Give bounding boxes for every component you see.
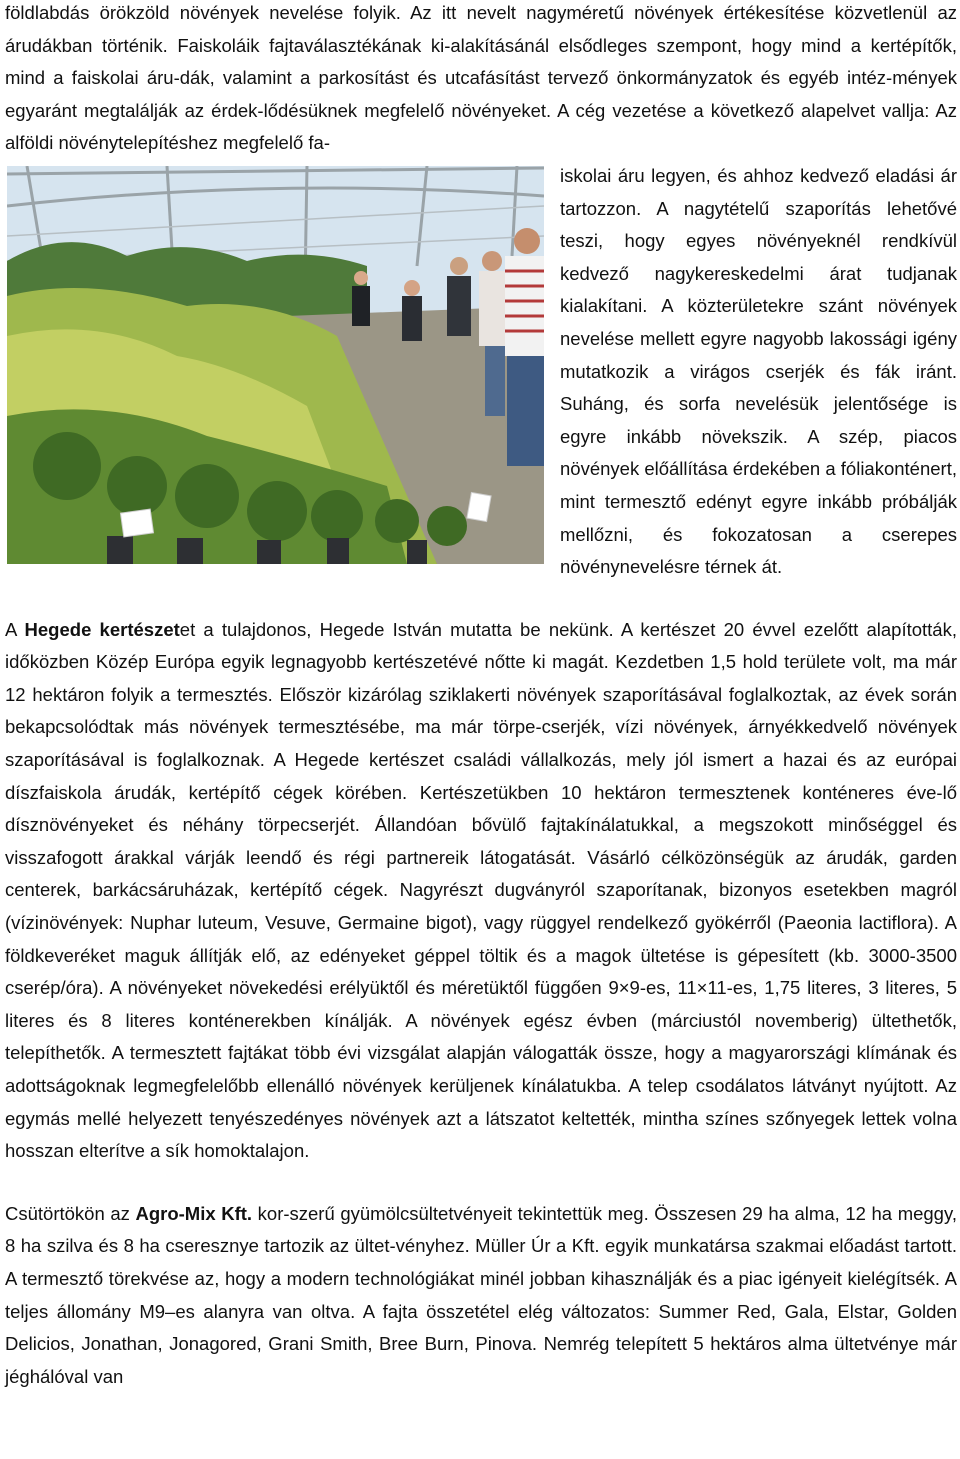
paragraph-agro-mix-text: kor-szerű gyümölcsültetvényeit tekintettük meg. Összesen 29 ha alma, 12 ha meggy, 8 ha szilva és 8 ha cseresznye tartozik az ültet-vényhez. Müller Úr a Kft. egyik munkatársa szakmai előadást tartott. A termesztő törekvése az, hogy a modern technológiákat minél jobban kihasználják és a piac igényeit kielégítsék. A teljes állomány M9–es alanyra van oltva. A fajta összetétel elég változatos: Summer Red, Gala, Elstar, Golden Delicios, Jonathan, Jonagored, Grani Smith, Bree Burn, Pinova. Nemrég telepített 5 hektáros alma ültetvénye már jéghálóval van [5,1202,957,1387]
hegede-kerteszet-name: Hegede kertészet [24,618,180,640]
paragraph-nursery-intro-wrap-text: iskolai áru legyen, és ahhoz kedvező eladási ár tartozzon. A nagytételű szaporítás lehetővé teszi, hogy egyes növényeknél rendkívül kedvező nagykereskedelmi árat tudjanak kialakítani. A közterületekre szánt növények nevelése mellett egyre nagyobb lakossági igény mutatkozik a virágos cserjék és fák iránt. Suháng, és sorfa nevelésük jelentősége is egyre inkább növekszik. A szép, piacos növények előállítása érdekében a fóliakonténert, mint termesztő edényt egyre inkább próbálják mellőzni, és fokozatosan a cserepes növénynevelésre térnek át. [560,164,957,578]
paragraph-hegede-text: et a tulajdonos, Hegede István mutatta be nekünk. A kertészet 20 évvel ezelőtt alapították, időközben Közép Európa egyik legnagyobb kertészetévé nőtte ki magát. Kezdetben 1,5 hold területe volt, ma már 12 hektáron folyik a termesztés. Először kizárólag sziklakerti növények szaporításával foglalkoztak, az évek során bekapcsolódtak más növények termesztésébe, ma már törpe-cserjék, vízi növények, árnyékkedvelő növények szaporításával is foglalkoznak. A Hegede kertészet családi vállalkozás, mely jól ismert a hazai és az európai díszfaiskola árudák, kertépítő cégek körében. Kertészetükben 10 hektáron termesztenek konténeres éve-lő dísznövényeket és néhány törpecserjét. Állandóan bővülő fajtakínálatukkal, a megszokott minőséggel és visszafogott árakkal várják leendő és régi partnereik látogatását. Vásárló célközönségük az árudák, garden centerek, barkácsáruházak, kertépítő cégek. Nagyrészt dugványról szaporítanak, bizonyos esetekben magról (vízinövények: Nuphar luteum, Vesuve, Germaine bigot), vagy rüggyel rendelkező gyökérről (Paeonia lactiflora). A földkeveréket maguk állítják elő, az edényeket géppel töltik és a magok ültetése is gépesített (kb. 3000-3500 cserép/óra). A növényeket növekedési erélyüktől és méretüktől függően 9×9-es, 11×11-es, 1,75 literes, 3 literes, 5 literes és 8 literes konténerekben kínálják. A növények egész évben (márciustól novemberig) ültethetők, telepíthetők. A termesztett fajtákat több évi vizsgálat alapján válogatták össze, hogy a magyarországi klímának és adottságoknak legmegfelelőbb ellenálló növények kerüljenek kínálatukba. A telep csodálatos látványt nyújtott. Az egymás mellé helyezett tenyészedényes növények azt a látszatot keltették, mintha színes szőnyegek lettek volna hosszan elterítve a sík homoktalajon. [5,618,957,1162]
paragraph-hegede-prefix: A [5,618,25,640]
document-page [5,0,957,1393]
agro-mix-name: Agro-Mix Kft. [135,1202,253,1224]
paragraph-nursery-intro [5,0,957,160]
paragraph-hegede [5,614,957,1168]
paragraph-agro-mix-prefix: Csütörtökön az [5,1202,136,1224]
paragraph-nursery-intro-text: földlabdás örökzöld növények nevelése folyik. Az itt nevelt nagyméretű növények értékesítése közvetlenül az árudákban történik. Faiskoláik fajtaválasztékának ki-alakításánál elsődleges szempont, hogy mind a kertépítők, mind a faiskolai áru-dák, valamint a parkosítást és utcafásítást tervező önkormányzatok és egyéb intéz-mények egyaránt megtalálják az érdek-lődésüknek megfelelő növényeket. A cég vezetése a következő alapelvet vallja: Az alföldi növénytelepítéshez megfelelő fa- [5,2,957,154]
nursery-photo [7,166,544,564]
paragraph-agro-mix [5,1198,957,1394]
nursery-visitors-image [7,166,544,564]
